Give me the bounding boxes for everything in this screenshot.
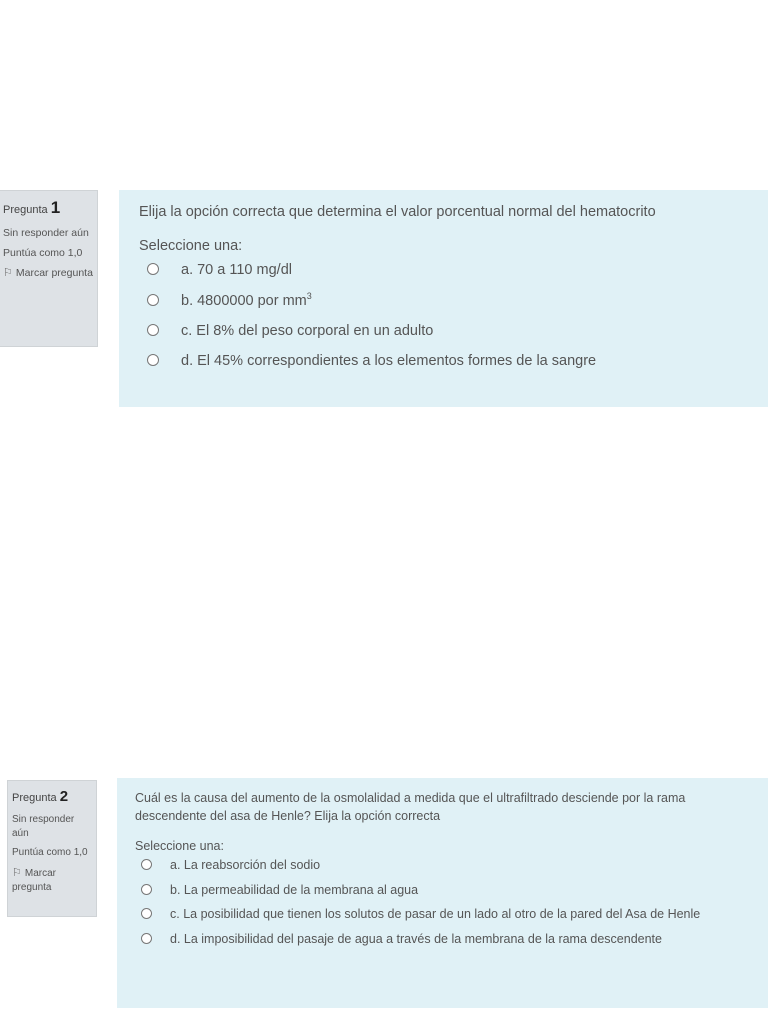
radio-button[interactable] [147, 324, 159, 336]
flag-icon: ⚐ [12, 866, 22, 879]
question-state: Sin responder aún [12, 814, 75, 839]
answer-option-c[interactable] [135, 906, 750, 924]
radio-button[interactable] [147, 354, 159, 366]
question-info-2 [7, 780, 97, 917]
radio-button[interactable] [147, 263, 159, 275]
superscript-exponent: 3 [306, 290, 312, 301]
question-grade: Puntúa como 1,0 [3, 247, 83, 260]
radio-button[interactable] [141, 908, 152, 919]
answer-option-label: b. La permeabilidad de la membrana al agua [170, 882, 419, 897]
flag-icon: ⚐ [3, 267, 13, 280]
question-formulation-2 [117, 778, 768, 1008]
question-label: Pregunta [3, 204, 48, 216]
answer-list [139, 260, 748, 371]
answer-option-label: c. La posibilidad que tienen los solutos de pasar de un lado al otro de la pared del Asa de Henle [170, 907, 701, 921]
question-grade: Puntúa como 1,0 [12, 847, 88, 859]
question-formulation-1 [119, 190, 768, 407]
answer-option-d[interactable] [135, 931, 750, 949]
question-text: Elija la opción correcta que determina el valor porcentual normal del hematocrito [139, 204, 656, 220]
question-number-line [12, 787, 92, 807]
question-text: Cuál es la causa del aumento de la osmolalidad a medida que el ultrafiltrado desciende por la rama descendente del asa de Henle? Elija la opción correcta [135, 791, 686, 823]
question-state: Sin responder aún [3, 226, 89, 239]
answer-option-a[interactable] [139, 260, 748, 280]
answer-option-label: c. El 8% del peso corporal en un adulto [181, 322, 434, 339]
answer-prompt: Seleccione una: [139, 238, 243, 255]
question-number: 1 [50, 198, 61, 217]
answer-prompt: Seleccione una: [135, 839, 224, 853]
answer-option-b[interactable] [135, 882, 750, 900]
question-label: Pregunta [12, 792, 57, 804]
answer-option-label: d. El 45% correspondientes a los elementos formes de la sangre [181, 353, 597, 370]
flag-label: Marcar pregunta [15, 267, 93, 280]
answer-list [135, 857, 750, 948]
radio-button[interactable] [147, 294, 159, 306]
answer-option-d[interactable] [139, 351, 748, 371]
answer-option-b[interactable] [139, 291, 748, 311]
flag-label: Marcar pregunta [12, 867, 56, 893]
question-info-1 [0, 190, 98, 347]
answer-option-text: b. 4800000 por mm [181, 292, 307, 309]
flag-question-link[interactable] [12, 866, 92, 894]
radio-button[interactable] [141, 933, 152, 944]
question-number: 2 [59, 788, 69, 805]
answer-option-c[interactable] [139, 321, 748, 341]
answer-option-a[interactable] [135, 857, 750, 875]
radio-button[interactable] [141, 884, 152, 895]
radio-button[interactable] [141, 859, 152, 870]
question-number-line [3, 197, 93, 220]
flag-question-link[interactable] [3, 266, 93, 281]
answer-option-label [181, 291, 312, 311]
answer-option-label: a. La reabsorción del sodio [170, 858, 321, 872]
answer-option-label: a. 70 a 110 mg/dl [181, 262, 292, 279]
answer-option-label: d. La imposibilidad del pasaje de agua a través de la membrana de la rama descendente [170, 931, 662, 946]
